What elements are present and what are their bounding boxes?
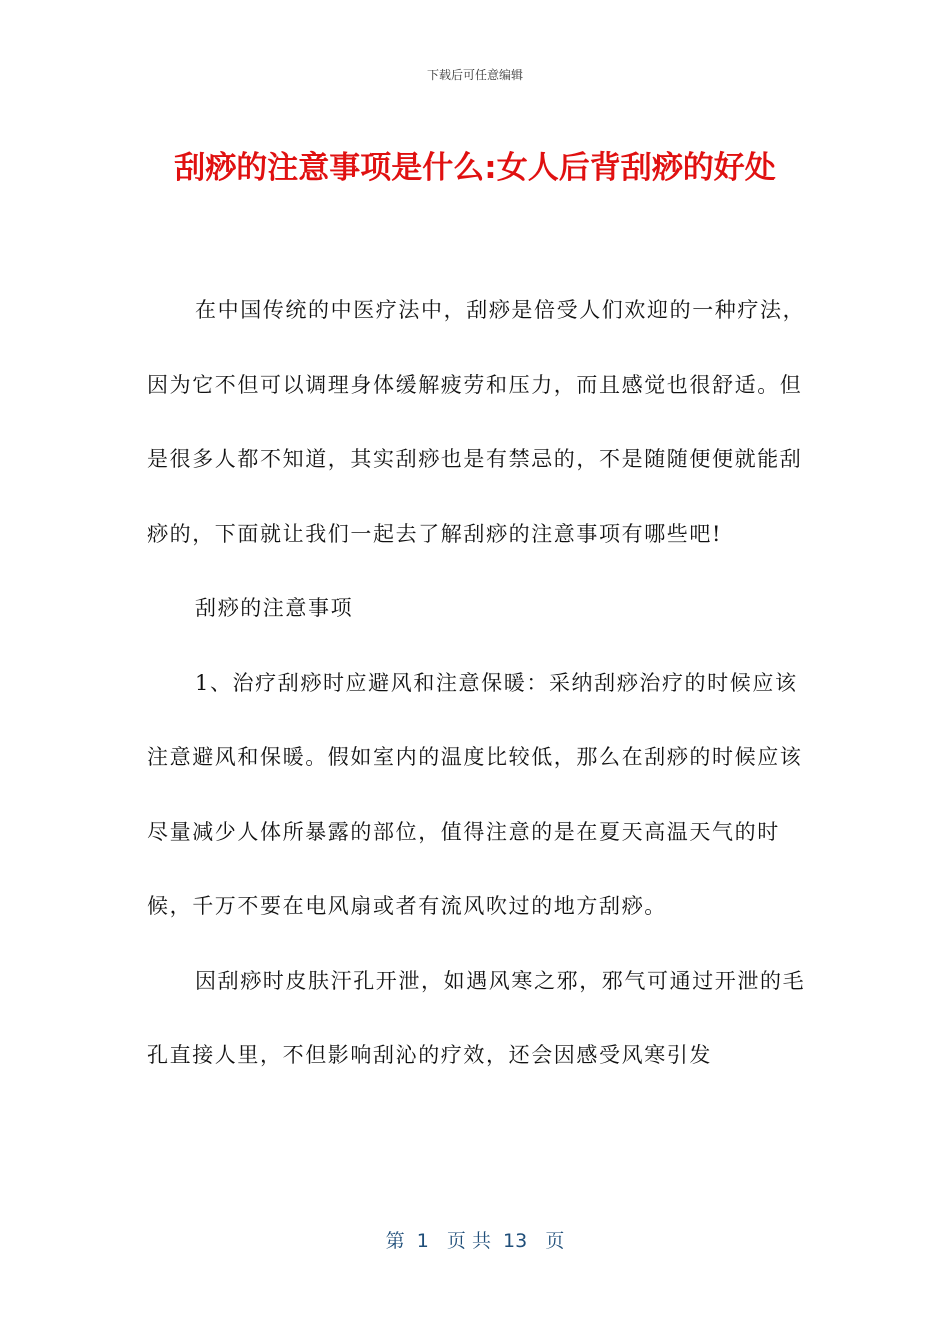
document-title: 刮痧的注意事项是什么:女人后背刮痧的好处: [174, 150, 776, 186]
page-number-footer: 第 1 页 共 13 页: [385, 1230, 565, 1252]
paragraph-point-1: 1、治疗刮痧时应避风和注意保暖：采纳刮痧治疗的时候应该注意避风和保暖。假如室内的温度比较低，那么在刮痧的时候应该尽量减少人体所暴露的部位，值得注意的是在夏天高温天气的时候，千万不要在电风扇或者有流风吹过的地方刮痧。: [147, 670, 803, 918]
paragraph-intro: 在中国传统的中医疗法中，刮痧是倍受人们欢迎的一种疗法，因为它不但可以调理身体缓解疲劳和压力，而且感觉也很舒适。但是很多人都不知道，其实刮痧也是有禁忌的，不是随随便便就能刮痧的，下面就让我们一起去了解刮痧的注意事项有哪些吧!: [147, 298, 806, 546]
document-body: [147, 273, 807, 1093]
paragraph-section-heading: 刮痧的注意事项: [195, 596, 354, 620]
header-note: 下载后可任意编辑: [426, 68, 523, 82]
paragraph-explanation: 因刮痧时皮肤汗孔开泄，如遇风寒之邪，邪气可通过开泄的毛孔直接人里，不但影响刮沁的疗效，还会因感受风寒引发: [147, 968, 806, 1067]
